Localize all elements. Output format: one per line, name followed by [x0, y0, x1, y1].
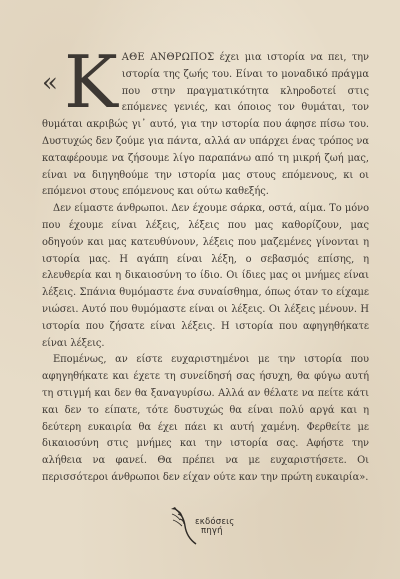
publisher-name [195, 518, 234, 536]
paragraph-2: Δεν είμαστε άνθρωποι. Δεν έχουμε σάρκα, οστά, αίμα. Το μόνο που έχουμε είναι λέξεις, λέξεις που μας καθορίζουν, μας οδηγούν και μας κατευθύνουν, λέξεις που μαζεμένες γίνονται η ιστορία μας. Η αγάπη είναι λέξη, ο σεβασμός επίσης, η ελευθερία και η δικαιοσύνη το ίδιο. Οι ίδιες μας οι μνήμες είναι λέξεις. Σπάνια θυμόμαστε ένα συναίσθημα, όπως όταν το είχαμε νιώσει. Αυτό που θυμόμαστε είναι οι λέξεις. Οι λέξεις μένουν. Η ιστορία που ζήσατε είναι λέξεις. Η ιστορία που αφηγηθήκατε είναι λέξεις. [42, 203, 369, 349]
paragraph-1-text: έχει μια ιστορία να πει, την ιστορία της ζωής του. Είναι το μοναδικό πράγμα που στην πραγματικότητα κληροδοτεί στις επόμενες γενιές, και όποιος τον θυμάται, τον θυμάται ακριβώς γι᾽ αυτό, για την ιστορία που άφησε πίσω του. Δυστυχώς δεν ζούμε για πάντα, αλλά αν υπάρχει ένας τρόπος να καταφέρουμε να ζήσουμε λίγο παραπάνω από τη μικρή ζωή μας, είναι να διηγηθούμε την ιστορία μας στους επόμενους, κι οι επόμενοι στους επόμενους και ούτω καθεξής. [42, 52, 370, 198]
body-text [42, 40, 370, 487]
opening-quote-mark: « [42, 68, 58, 98]
drop-cap: Κ [64, 40, 118, 124]
publisher-line-1: εκδόσεις [195, 517, 235, 527]
paragraph-1 [42, 40, 370, 201]
paragraph-3: Επομένως, αν είστε ευχαριστημένοι με την ιστορία που αφηγηθήκατε και έχετε τη συνείδησή σας ήσυχη, θα φύγω αυτή τη στιγμή και δεν θα ξαναγυρίσω. Αλλά αν θέλατε να πείτε κάτι και δεν το είπατε, τότε δυστυχώς θα είναι πολύ αργά και η δεύτερη ευκαιρία θα έχει πάει κι αυτή χαμένη. Φερθείτε με δικαιοσύνη στις μνήμες και την ιστορία σας. Αφήστε την αλήθεια να φανεί. Θα πρέπει να με ευχαριστήσετε. Οι περισσότεροι άνθρωποι δεν είχαν ούτε καν την πρώτη ευκαιρία». [42, 354, 369, 483]
first-words-caps: ΑΘΕ ΑΝΘΡΩΠΟΣ [121, 52, 215, 63]
publisher-line-2: πηγή [201, 526, 223, 536]
